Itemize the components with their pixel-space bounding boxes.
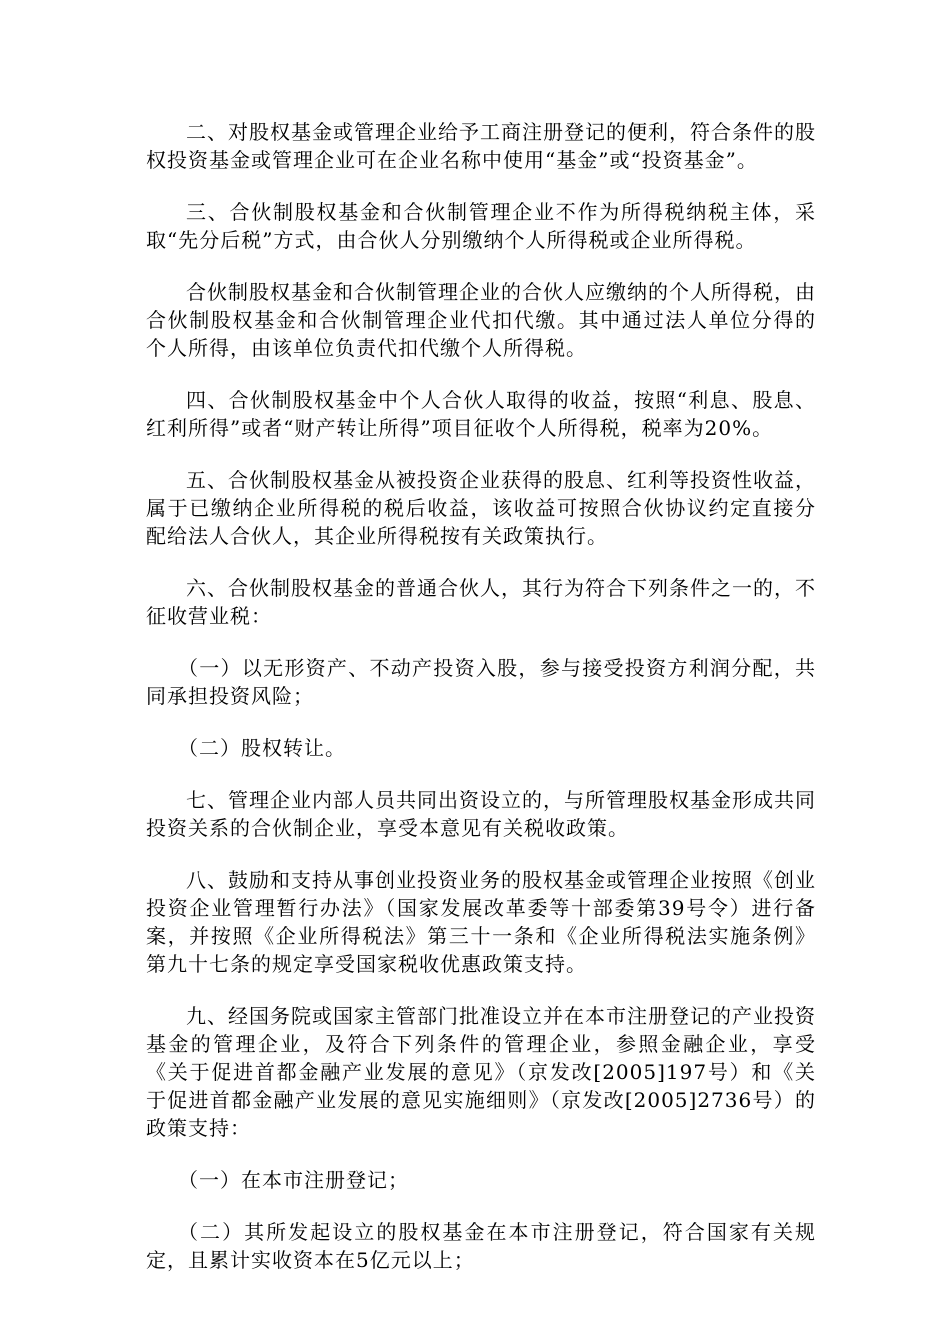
paragraph-6: 六、合伙制股权基金的普通合伙人，其行为符合下列条件之一的，不征收营业税： [146, 576, 816, 628]
paragraph-5: 五、合伙制股权基金从被投资企业获得的股息、红利等投资性收益，属于已缴纳企业所得税的税后收益，该收益可按照合伙协议约定直接分配给法人合伙人，其企业所得税按有关政策执行。 [146, 468, 816, 548]
paragraph-6-item-1: （一）以无形资产、不动产投资入股，参与接受投资方利润分配，共同承担投资风险； [146, 656, 816, 708]
paragraph-6-item-2: （二）股权转让。 [178, 736, 346, 760]
paragraph-9-item-2: （二）其所发起设立的股权基金在本市注册登记，符合国家有关规定，且累计实收资本在5亿元以上； [146, 1220, 816, 1272]
paragraph-7: 七、管理企业内部人员共同出资设立的，与所管理股权基金形成共同投资关系的合伙制企业，享受本意见有关税收政策。 [146, 788, 816, 840]
paragraph-9: 九、经国务院或国家主管部门批准设立并在本市注册登记的产业投资基金的管理企业，及符合下列条件的管理企业，参照金融企业，享受《关于促进首都金融产业发展的意见》（京发改[2005]197号）和《关于促进首都金融产业发展的意见实施细则》（京发改[2005]2736号）的政策支持： [146, 1004, 816, 1140]
paragraph-3-continued: 合伙制股权基金和合伙制管理企业的合伙人应缴纳的个人所得税，由合伙制股权基金和合伙制管理企业代扣代缴。其中通过法人单位分得的个人所得，由该单位负责代扣代缴个人所得税。 [146, 280, 816, 360]
paragraph-9-item-1: （一）在本市注册登记； [178, 1168, 409, 1192]
paragraph-8: 八、鼓励和支持从事创业投资业务的股权基金或管理企业按照《创业投资企业管理暂行办法》（国家发展改革委等十部委第39号令）进行备案，并按照《企业所得税法》第三十一条和《企业所得税法实施条例》第九十七条的规定享受国家税收优惠政策支持。 [146, 868, 816, 976]
document-page [146, 118, 816, 1298]
paragraph-4: 四、合伙制股权基金中个人合伙人取得的收益，按照“利息、股息、红利所得”或者“财产转让所得”项目征收个人所得税，税率为20%。 [146, 388, 816, 440]
paragraph-2: 二、对股权基金或管理企业给予工商注册登记的便利，符合条件的股权投资基金或管理企业可在企业名称中使用“基金”或“投资基金”。 [146, 120, 816, 172]
paragraph-3: 三、合伙制股权基金和合伙制管理企业不作为所得税纳税主体，采取“先分后税”方式，由合伙人分别缴纳个人所得税或企业所得税。 [146, 200, 816, 252]
